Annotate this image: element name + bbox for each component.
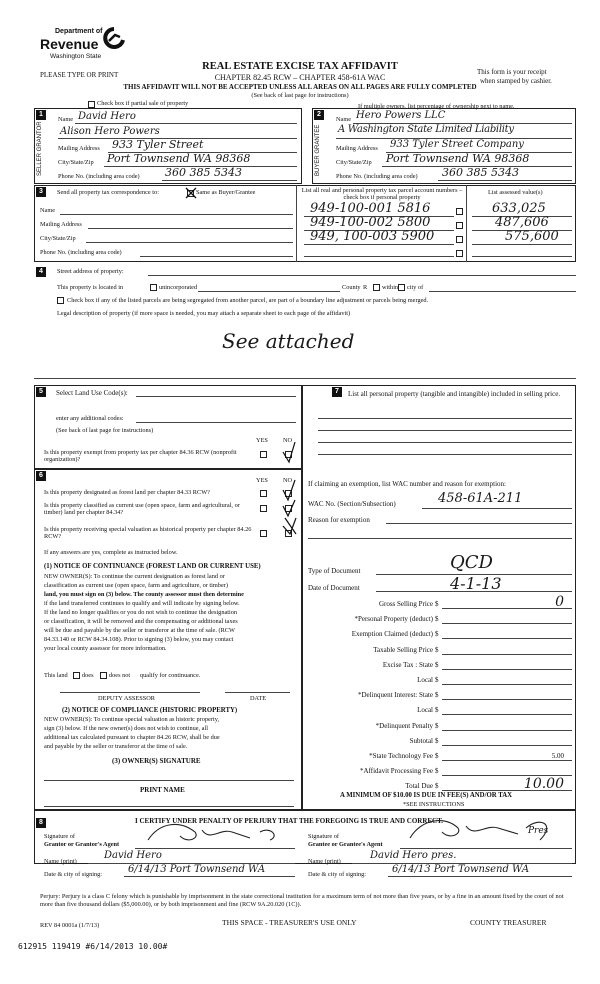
sec3-city-label: City/State/Zip [40,235,76,242]
buyer-name-label: Name [336,116,352,123]
sec3-name-label: Name [40,207,56,214]
same-as-buyer-label: Same as Buyer/Grantee [196,189,256,196]
fee-currency: $ [435,645,439,654]
notice2-line: and payable by the seller or transferor at the time of sale. [44,743,188,750]
grantee-sig-label2: Grantee or Grantee's Agent [308,841,383,848]
wac-label: WAC No. (Section/Subsection) [308,500,396,508]
notice2-title: (2) NOTICE OF COMPLIANCE (HISTORIC PROPERTY) [62,707,238,714]
segregated-label: Check box if any of the listed parcels are being segregated from another parcel, are part of a boundary line adjustment or parcels being merged. [67,297,429,304]
notice1-line: will be due and payable by the seller or transferor at the time of sale. (RCW [44,627,235,634]
seller-city-label: City/State/Zip [58,159,94,166]
notice1-line: land, you must sign on (3) below. The county assessor must then determine [44,591,244,598]
document-date-label: Date of Document [308,584,360,592]
seller-phone-label: Phone No. (including area code) [58,173,140,180]
notice1-line: your local county assessor for more information. [44,645,167,652]
dept-line3: Washington State [50,53,102,60]
fee-label: Taxable Selling Price [373,645,433,654]
notice1-line: classification as current use (open space, farm and agriculture, or timber) [44,582,228,589]
parcel-2[interactable]: 949-100-002 5800 [310,215,431,230]
fee-label: Exemption Claimed (deduct) [351,630,433,639]
fee-currency: $ [435,706,439,715]
land-use-label: Select Land Use Code(s): [56,389,128,397]
grantee-name-value[interactable]: David Hero pres. [370,850,457,861]
grantee-title-value[interactable]: Pres [528,826,549,836]
multiple-owners-note: If multiple owners, list percentage of ownership next to name. [358,103,515,110]
fee-currency: $ [435,767,439,776]
parcel-1-checkbox[interactable] [456,208,463,215]
fee-currency: $ [435,600,439,608]
grantor-date-label: Date & city of signing: [44,871,103,878]
historic-question: Is this property receiving special valuation as historical property per chapter 84.26 RCW? [44,526,252,541]
within-label: within [382,284,399,291]
county-label: County [342,284,361,291]
form-chapter: CHAPTER 82.45 RCW – CHAPTER 458-61A WAC [214,73,386,82]
city-of-label: city of [407,284,424,291]
fee-label: *Delinquent Penalty [375,721,433,730]
current-use-question: Is this property classified as current use (open space, farm and agricultural, or timber) land per chapter 84.34? [44,502,240,517]
minimum-due-note: A MINIMUM OF $10.00 IS DUE IN FEE(S) AND/OR TAX [340,792,513,799]
buyer-mailing-value[interactable]: 933 Tyler Street Company [390,139,524,150]
sec5-no-header: NO [283,437,293,444]
notice1-title: (1) NOTICE OF CONTINUANCE (FOREST LAND OR CURRENT USE) [44,563,261,570]
if-yes-instruction: If any answers are yes, complete as instructed below. [44,549,178,556]
fee-currency: $ [435,676,439,684]
historic-yes-checkbox[interactable] [260,530,267,537]
notice2-line: additional tax calculated pursuant to chapter 84.26 RCW, shall be due [44,734,220,741]
grantor-sig-label1: Signature of [44,833,75,840]
unincorporated-label: unincorporated [159,284,198,291]
segregated-checkbox[interactable] [57,297,64,304]
notice1-line: NEW OWNER(S): To continue the current designation as forest land or [44,573,225,580]
sec6-yes-header: YES [256,477,268,484]
partial-sale-checkbox[interactable] [88,101,95,108]
buyer-side-label: BUYER GRANTEE [315,124,321,176]
sec6-no-header: NO [283,477,293,484]
receipt-note2: when stamped by cashier. [480,77,552,85]
fee-currency: $ [435,630,439,639]
sec5-yes-header: YES [256,437,268,444]
seller-city-value[interactable]: Port Townsend WA 98368 [107,152,251,165]
document-type-label: Type of Document [308,567,361,575]
located-in-label: This property is located in [57,284,124,291]
seller-name-value1[interactable]: David Hero [78,111,136,122]
does-checkbox[interactable] [73,672,80,679]
notice1-line: if the land transferred continues to qualify and will indicate by signing below. [44,600,240,607]
street-address-label: Street address of property: [57,268,124,275]
see-instructions-note: *SEE INSTRUCTIONS [403,801,465,808]
city-of-checkbox[interactable] [398,284,405,291]
grantor-date-value[interactable]: 6/14/13 Port Townsend WA [128,864,266,875]
fee-currency: $ [435,782,439,791]
treasurer-stamp: 612915 119419 #6/14/2013 10.00# [18,942,168,951]
notice1-line: If the land no longer qualifies or you do not wish to continue the designation [44,609,238,616]
seller-phone-value[interactable]: 360 385 5343 [165,166,242,179]
please-type: PLEASE TYPE OR PRINT [40,71,119,79]
parcel-1[interactable]: 949-100-001 5816 [310,201,431,216]
personal-property-label: List all personal property (tangible and intangible) included in selling price. [348,390,561,398]
fee-label: Subtotal [409,736,433,745]
grantor-name-value[interactable]: David Hero [104,850,162,861]
this-land-label: This land [44,672,68,679]
buyer-name-value2[interactable]: A Washington State Limited Liability [338,124,514,135]
county-value[interactable]: R [363,284,368,291]
grantee-date-label: Date & city of signing: [308,871,367,878]
reason-exemption-label: Reason for exemption [308,516,370,524]
assessed-header: List assessed value(s) [488,189,543,196]
form-warning: THIS AFFIDAVIT WILL NOT BE ACCEPTED UNLESS ALL AREAS ON ALL PAGES ARE FULLY COMPLETED [123,83,477,91]
notice1-line: or classification, it will be removed and the compensating or additional taxes [44,618,238,625]
assessed-value-1[interactable]: 633,025 [492,201,546,216]
fee-label: *Delinquent Interest: State [357,691,433,700]
section-8-number: 8 [36,818,46,828]
section-2-number: 2 [314,110,324,120]
does-not-checkbox[interactable] [100,672,107,679]
sec5-see-back: (See back of last page for instructions) [56,427,154,434]
fee-label: *State Technology Fee [369,752,433,760]
grantee-name-print-label: Name (print) [308,858,341,865]
seller-side-label: SELLER GRANTOR [37,121,43,176]
receipt-note1: This form is your receipt [477,68,547,76]
document-type-value[interactable]: QCD [450,552,493,573]
additional-codes-label: enter any additional codes: [56,415,124,422]
notice2-line: NEW OWNER(S): To continue special valuation as historic property, [44,716,220,723]
fee-currency: $ [435,736,439,745]
fee-value[interactable]: 5.00 [551,752,564,760]
fee-label: Excise Tax : State [382,660,433,669]
section-5-number: 5 [36,387,46,397]
fee-label: *Personal Property (deduct) [354,615,433,624]
notice2-line: sign (3) below. If the new owner(s) does not wish to continue, all [44,725,208,732]
qualify-label: qualify for continuance. [140,672,201,679]
grantor-name-print-label: Name (print) [44,858,77,865]
seller-mailing-label: Mailing Address [58,145,100,152]
exempt-no-mark-icon [281,440,297,466]
parcel-3-checkbox[interactable] [456,236,463,243]
parcels-header: List all real and personal property tax parcel account numbers – check box if personal property [301,187,463,202]
deputy-assessor-label: DEPUTY ASSESSOR [98,695,155,702]
parcel-3[interactable]: 949, 100-003 5900 [310,229,435,244]
sec3-phone-label: Phone No. (including area code) [40,249,122,256]
grantor-signature[interactable] [140,818,290,848]
buyer-name-value1[interactable]: Hero Powers LLC [356,110,446,121]
document-date-value[interactable]: 4-1-13 [450,574,502,593]
within-city-checkbox[interactable] [373,284,380,291]
fee-currency: $ [435,721,439,730]
section-7-box [302,385,576,810]
grantee-date-value[interactable]: 6/14/13 Port Townsend WA [392,864,530,875]
fee-label: Local [417,676,433,684]
owner-signature-label: (3) OWNER(S) SIGNATURE [112,757,201,765]
seller-name-label: Name [58,116,74,123]
fee-label: Local [417,706,433,715]
assessed-value-3[interactable]: 575,600 [505,229,559,244]
fee-currency: $ [435,752,439,760]
form-title: REAL ESTATE EXCISE TAX AFFIDAVIT [202,61,398,72]
buyer-phone-value[interactable]: 360 385 5343 [442,166,519,179]
section-3-number: 3 [36,187,46,197]
seller-mailing-value[interactable]: 933 Tyler Street [112,138,204,151]
seller-name-value2[interactable]: Alison Hero Powers [60,126,160,137]
fee-value[interactable]: 10.00 [523,776,564,793]
section-7-number: 7 [332,387,342,397]
fee-label: *Affidavit Processing Fee [360,767,433,776]
section-1-number: 1 [36,110,46,120]
section-6-number: 6 [36,471,46,481]
parcel-2-checkbox[interactable] [456,222,463,229]
grantee-sig-label1: Signature of [308,833,339,840]
deputy-date-label: DATE [250,695,267,702]
buyer-city-value[interactable]: Port Townsend WA 98368 [386,152,530,165]
form-revision: REV 84 0001a (1/7/13) [40,922,100,929]
unincorporated-checkbox[interactable] [150,284,157,291]
buyer-city-label: City/State/Zip [336,159,372,166]
fee-label: Total Due [405,782,433,791]
fee-currency: $ [435,691,439,700]
treasurer-space-label: THIS SPACE - TREASURER'S USE ONLY [222,918,357,927]
forest-land-question: Is this property designated as forest land per chapter 84.33 RCW? [44,489,210,496]
does-not-label: does not [109,672,131,679]
grantor-sig-label2: Grantor or Grantor's Agent [44,841,120,848]
assessed-value-2[interactable]: 487,606 [495,215,549,230]
print-name-label: PRINT NAME [140,786,185,794]
buyer-phone-label: Phone No. (including area code) [336,173,418,180]
fee-value[interactable]: 0 [555,594,564,610]
forest-yes-checkbox[interactable] [260,490,267,497]
notice1-line: 84.33.140 or RCW 84.34.108). Prior to signing (3) below, you may contact [44,636,234,643]
county-treasurer-label: COUNTY TREASURER [470,918,547,927]
fee-label: Gross Selling Price [378,600,433,608]
see-back-note: (See back of last page for instructions) [251,92,349,99]
legal-description-label: Legal description of property (if more space is needed, you may attach a separate sheet to each page of the affidavit) [57,310,351,317]
sec6-no-marks-icon [280,478,300,540]
perjury-statement: Perjury: Perjury is a class C felony which is punishable by imprisonment in the state correctional institution for a maximum term of not more than five years, or by a fine in an amount fixed by the court of not more than five thousand dollars ($5,000.00), or by both imprisonment and fine (RCW 9A.20.020 (1C)). [40,893,564,908]
wac-value[interactable]: 458-61A-211 [438,491,523,506]
exempt-question: Is this property exempt from property tax per chapter 84.36 RCW (nonprofit organization)? [44,449,237,464]
dept-line2: Revenue [40,36,99,52]
exempt-yes-checkbox[interactable] [260,451,267,458]
current-use-yes-checkbox[interactable] [260,505,267,512]
section-4-number: 4 [36,267,46,277]
dept-line1: Department of [55,28,103,35]
partial-sale-label: Check box if partial sale of property [97,100,189,107]
fee-currency: $ [435,660,439,669]
send-correspondence-label: Send all property tax correspondence to: [57,189,159,196]
see-attached-value[interactable]: See attached [222,329,355,353]
certify-statement: I CERTIFY UNDER PENALTY OF PERJURY THAT THE FOREGOING IS TRUE AND CORRECT. [135,817,444,825]
does-label: does [82,672,94,679]
parcel-4-checkbox[interactable] [456,250,463,257]
fee-currency: $ [435,615,439,624]
sec3-mailing-label: Mailing Address [40,221,82,228]
exemption-claim-label: If claiming an exemption, list WAC number and reason for exemption: [308,480,506,488]
buyer-mailing-label: Mailing Address [336,145,378,152]
department-logo-icon [103,27,125,51]
